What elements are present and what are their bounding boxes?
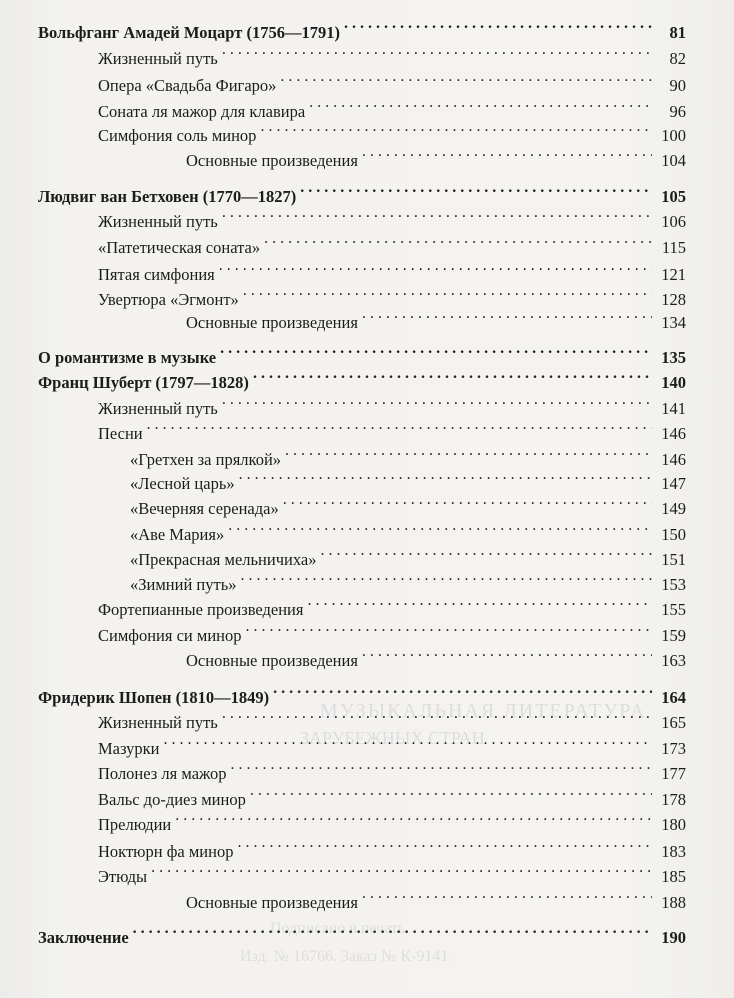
toc-entry-page-number: 100 <box>661 126 686 145</box>
dot-leader <box>309 95 652 117</box>
toc-entry <box>98 119 686 147</box>
toc-entry-title: «Патетическая соната» <box>98 238 261 257</box>
toc-entry <box>98 860 686 888</box>
dot-leader <box>320 543 652 565</box>
dot-leader <box>240 568 652 590</box>
toc-entry-title: Фортепианные произведения <box>98 600 304 619</box>
dot-leader <box>222 42 652 64</box>
dot-leader <box>245 619 652 641</box>
toc-entry <box>98 835 686 863</box>
dot-leader <box>307 593 652 615</box>
dot-leader <box>243 283 652 305</box>
dot-leader <box>222 205 652 227</box>
toc-entry-page-number: 173 <box>661 739 686 758</box>
toc-entry-title: Основные произведения <box>186 651 358 670</box>
dot-leader <box>300 180 652 202</box>
toc-entry <box>186 644 686 672</box>
dot-leader <box>220 341 652 363</box>
dot-leader <box>239 467 652 489</box>
toc-entry-page-number: 165 <box>661 713 686 732</box>
toc-entry-title: Фридерик Шопен (1810—1849) <box>38 688 270 707</box>
dot-leader <box>362 886 652 908</box>
toc-entry-page-number: 121 <box>661 265 686 284</box>
toc-entry-title: Мазурки <box>98 739 160 758</box>
toc-entry-title: Прелюдии <box>98 815 172 834</box>
toc-entry <box>186 886 686 914</box>
toc-entry-title: Вальс до-диез минор <box>98 790 246 809</box>
toc-entry-title: Людвиг ван Бетховен (1770—1827) <box>38 187 297 206</box>
toc-entry <box>38 16 686 44</box>
toc-entry-page-number: 90 <box>669 76 686 95</box>
bleed-through-text: МУЗЫКАЛЬНАЯ ЛИТЕРАТУРА <box>320 700 647 722</box>
toc-entry-page-number: 177 <box>661 764 686 783</box>
dot-leader <box>280 69 652 91</box>
toc-entry-title: «Лесной царь» <box>130 474 235 493</box>
dot-leader <box>228 518 652 540</box>
bleed-through-text: Изд. № 16766. Заказ № К-9141. <box>240 948 453 965</box>
toc-entry <box>130 492 686 520</box>
toc-entry-title: Жизненный путь <box>98 49 218 68</box>
toc-entry-page-number: 163 <box>661 651 686 670</box>
toc-entry <box>98 417 686 445</box>
toc-entry-page-number: 105 <box>661 187 686 206</box>
toc-entry <box>38 921 686 949</box>
toc-entry-page-number: 164 <box>661 688 686 707</box>
toc-entry <box>98 258 686 286</box>
toc-entry-title: «Прекрасная мельничиха» <box>130 550 317 569</box>
toc-entry <box>186 144 686 172</box>
toc-entry <box>98 42 686 70</box>
toc-entry-page-number: 106 <box>661 212 686 231</box>
toc-entry-title: «Аве Мария» <box>130 525 225 544</box>
toc-entry-title: Полонез ля мажор <box>98 764 227 783</box>
toc-entry-page-number: 96 <box>669 102 686 121</box>
toc-entry-title: «Гретхен за прялкой» <box>130 450 282 469</box>
toc-entry-title: Симфония соль минор <box>98 126 257 145</box>
toc-entry-page-number: 159 <box>661 626 686 645</box>
toc-entry-page-number: 150 <box>661 525 686 544</box>
dot-leader <box>260 119 652 141</box>
dot-leader <box>264 231 652 253</box>
toc-entry-page-number: 128 <box>661 290 686 309</box>
toc-entry-title: Заключение <box>38 928 129 947</box>
dot-leader <box>151 860 652 882</box>
toc-entry-page-number: 180 <box>661 815 686 834</box>
dot-leader <box>283 492 652 514</box>
toc-entry-page-number: 153 <box>661 575 686 594</box>
toc-entry-page-number: 185 <box>661 867 686 886</box>
toc-entry-page-number: 146 <box>661 450 686 469</box>
toc-entry <box>130 543 686 571</box>
toc-entry-title: Основные произведения <box>186 151 358 170</box>
toc-entry <box>98 619 686 647</box>
toc-entry <box>130 518 686 546</box>
toc-entry <box>98 392 686 420</box>
toc-entry <box>98 231 686 259</box>
toc-entry-page-number: 81 <box>669 23 686 42</box>
toc-entry-title: Увертюра «Эгмонт» <box>98 290 239 309</box>
toc-entry-title: Песни <box>98 424 143 443</box>
dot-leader <box>133 921 652 943</box>
toc-entry-title: Вольфганг Амадей Моцарт (1756—1791) <box>38 23 340 42</box>
toc-entry-title: Жизненный путь <box>98 399 218 418</box>
toc-entry <box>38 366 686 394</box>
toc-entry <box>38 681 686 709</box>
toc-entry-page-number: 147 <box>661 474 686 493</box>
toc-entry <box>98 706 686 734</box>
bleed-through-text: ЗАРУБЕЖНЫХ СТРАН <box>300 728 485 748</box>
dot-leader <box>147 417 652 439</box>
dot-leader <box>237 835 652 857</box>
toc-entry <box>186 306 686 334</box>
dot-leader <box>273 681 652 703</box>
toc-entry-page-number: 82 <box>669 49 686 68</box>
toc-entry <box>130 568 686 596</box>
dot-leader <box>231 757 652 779</box>
toc-entry-page-number: 141 <box>661 399 686 418</box>
dot-leader <box>164 732 652 754</box>
toc-entry-page-number: 151 <box>661 550 686 569</box>
toc-entry-title: Пятая симфония <box>98 265 215 284</box>
toc-entry-title: Ноктюрн фа минор <box>98 842 234 861</box>
toc-entry-page-number: 190 <box>661 928 686 947</box>
toc-entry-title: Жизненный путь <box>98 212 218 231</box>
toc-entry <box>98 757 686 785</box>
toc-entry <box>98 783 686 811</box>
dot-leader <box>222 392 652 414</box>
toc-entry <box>130 467 686 495</box>
dot-leader <box>253 366 652 388</box>
dot-leader <box>344 16 652 38</box>
toc-entry-title: Соната ля мажор для клавира <box>98 102 306 121</box>
dot-leader <box>250 783 652 805</box>
toc-entry-page-number: 178 <box>661 790 686 809</box>
dot-leader <box>285 443 652 465</box>
toc-entry <box>98 205 686 233</box>
toc-entry-title: Франц Шуберт (1797—1828) <box>38 373 249 392</box>
toc-entry <box>38 341 686 369</box>
toc-entry-page-number: 188 <box>661 893 686 912</box>
dot-leader <box>362 306 652 328</box>
toc-entry <box>38 180 686 208</box>
toc-entry <box>98 808 686 836</box>
toc-entry-title: Основные произведения <box>186 313 358 332</box>
bleed-through-text: Подписано в печать <box>270 920 406 937</box>
dot-leader <box>219 258 652 280</box>
toc-entry-page-number: 140 <box>661 373 686 392</box>
toc-entry <box>98 732 686 760</box>
dot-leader <box>362 644 652 666</box>
dot-leader <box>222 706 652 728</box>
toc-entry <box>98 69 686 97</box>
toc-entry-title: Симфония си минор <box>98 626 242 645</box>
toc-entry-title: О романтизме в музыке <box>38 348 217 367</box>
toc-entry-title: Этюды <box>98 867 148 886</box>
toc-entry-page-number: 149 <box>661 499 686 518</box>
toc-entry-page-number: 104 <box>661 151 686 170</box>
toc-entry-title: «Зимний путь» <box>130 575 237 594</box>
toc-entry-title: Опера «Свадьба Фигаро» <box>98 76 277 95</box>
toc-entry-title: Основные произведения <box>186 893 358 912</box>
dot-leader <box>175 808 652 830</box>
toc-entry-page-number: 155 <box>661 600 686 619</box>
toc-entry-title: «Вечерняя серенада» <box>130 499 279 518</box>
toc-entry-page-number: 134 <box>661 313 686 332</box>
toc-entry-page-number: 115 <box>661 238 686 257</box>
toc-entry-page-number: 183 <box>661 842 686 861</box>
toc-entry-page-number: 146 <box>661 424 686 443</box>
toc-entry-title: Жизненный путь <box>98 713 218 732</box>
toc-entry-page-number: 135 <box>661 348 686 367</box>
dot-leader <box>362 144 652 166</box>
toc-entry <box>98 593 686 621</box>
